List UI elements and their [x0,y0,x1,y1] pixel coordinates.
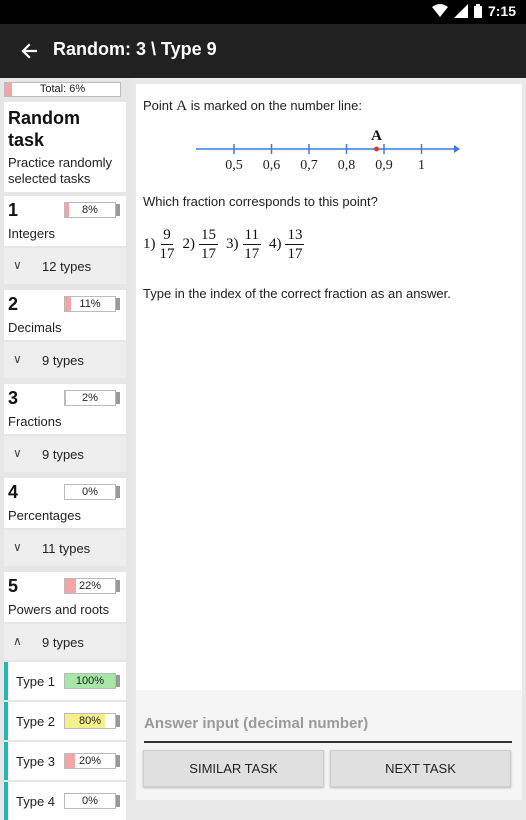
instruction-text: Type in the index of the correct fraction as an answer. [143,286,451,301]
fraction-denominator: 17 [201,246,216,262]
option-fraction [243,226,261,263]
fraction-denominator: 17 [244,246,260,262]
topic-progress-fill [65,579,76,593]
fraction-numerator: 11 [244,227,259,243]
topic-number: 3 [8,388,19,408]
next-task-button[interactable]: NEXT TASK [330,750,511,787]
wifi-icon [432,4,448,18]
topic-types-label: 11 types [42,541,91,556]
answer-option [226,226,261,263]
sub-type-item[interactable] [4,782,126,820]
answer-input[interactable] [144,705,512,743]
app-bar [0,24,526,78]
topic-card-percentages[interactable] [4,478,126,528]
chevron-down-icon: ∨ [13,540,22,554]
fraction-numerator: 9 [163,227,171,243]
topic-number: 2 [8,294,19,314]
topic-progress-text: 11% [79,298,101,310]
progress-end-cap [116,755,120,767]
topic-progress-text: 0% [82,486,98,498]
option-index: 1) [143,236,156,252]
topic-label: Integers [8,226,55,241]
signal-icon [454,4,468,18]
random-task-title-line2: task [8,130,45,150]
number-line-tick-label: 1 [418,158,425,173]
topic-label: Fractions [8,414,62,429]
number-line-point [374,147,379,152]
topic-types-toggle[interactable] [4,624,126,660]
topic-types-toggle[interactable] [4,248,126,284]
task-panel [136,84,522,690]
progress-end-cap [116,392,120,404]
number-line [192,124,462,178]
topic-progress-text: 2% [82,392,98,404]
number-line-point-label: A [371,128,382,144]
topic-number: 5 [8,576,19,596]
random-task-title-line1: Random [8,108,80,128]
option-fraction [160,226,175,263]
number-line-tick-label: 0,7 [300,158,318,173]
sub-type-progress-text: 100% [75,675,105,687]
status-bar [0,0,526,24]
topic-progress-fill [65,391,66,405]
progress-end-cap [116,715,120,727]
topic-progress [64,202,116,218]
topic-card-fractions[interactable] [4,384,126,434]
sub-type-progress [64,753,116,769]
topic-types-label: 9 types [42,353,84,368]
sub-type-progress [64,673,116,689]
progress-end-cap [116,675,120,687]
fraction-denominator: 17 [287,246,303,262]
task-intro-post: is marked on the number line: [187,98,362,113]
topic-types-toggle[interactable] [4,530,126,566]
fraction-numerator: 13 [287,227,303,243]
fraction-numerator: 15 [201,227,216,243]
topic-label: Powers and roots [8,602,110,617]
progress-end-cap [116,795,120,807]
number-line-tick-label: 0,8 [337,158,356,173]
sub-type-progress-fill [65,754,75,768]
topic-card-decimals[interactable] [4,290,126,340]
sub-type-progress [64,793,116,809]
sub-type-progress-text: 80% [78,715,102,727]
sub-type-progress-text: 0% [82,795,98,807]
task-intro-pre: Point [143,98,177,113]
sub-type-label: Type 3 [16,754,56,769]
answer-area [136,690,522,800]
answer-option [143,226,175,263]
page-title: Random: 3 \ Type 9 [53,39,217,59]
back-button[interactable] [16,37,44,65]
option-index: 4) [268,236,282,252]
chevron-down-icon: ∨ [13,258,22,272]
topic-progress [64,390,116,406]
topic-progress [64,296,116,312]
chevron-down-icon: ∨ [13,446,22,460]
topic-card-powers-and-roots[interactable] [4,572,126,622]
topic-label: Decimals [8,320,62,335]
topic-progress-text: 22% [78,580,102,592]
random-task-subtitle [8,155,112,187]
chevron-down-icon: ∨ [13,352,22,366]
topic-types-label: 12 types [42,259,92,274]
topic-number: 1 [8,200,19,220]
battery-icon [474,4,482,18]
random-task-card[interactable] [4,102,126,192]
sub-type-label: Type 4 [16,794,56,809]
status-icons [432,3,516,19]
progress-end-cap [116,580,120,592]
sub-type-item[interactable] [4,742,126,780]
total-progress [4,82,121,97]
topic-types-toggle[interactable] [4,436,126,472]
task-intro-point: A [176,98,188,114]
question-text: Which fraction corresponds to this point? [143,194,378,209]
number-line-tick-label: 0,6 [262,158,281,173]
sub-type-item[interactable] [4,662,126,700]
topic-progress [64,484,116,500]
option-index: 3) [226,236,239,252]
sub-type-progress [64,713,116,729]
topic-progress-text: 8% [82,204,98,216]
random-task-subtitle-line2: selected tasks [8,171,91,186]
sub-type-label: Type 2 [16,714,56,729]
option-fraction [285,226,304,263]
number-line-tick-label: 0,5 [225,158,243,173]
topic-label: Percentages [8,508,81,523]
status-time: 7:15 [487,3,516,19]
progress-end-cap [116,204,120,216]
topic-number: 4 [8,482,19,502]
topic-progress [64,578,116,594]
progress-end-cap [116,298,120,310]
progress-end-cap [116,486,120,498]
total-progress-fill [5,83,12,96]
sub-type-label: Type 1 [16,674,56,689]
topic-types-label: 9 types [42,447,84,462]
similar-task-button[interactable]: SIMILAR TASK [143,750,324,787]
number-line-tick-label: 0,9 [375,158,393,173]
fraction-denominator: 17 [159,246,175,262]
random-task-title [8,107,80,151]
arrow-left-icon [16,37,44,65]
answer-options [143,226,304,263]
sub-type-progress-text: 20% [78,755,102,767]
topic-card-integers[interactable] [4,196,126,246]
total-progress-text: Total: 6% [39,83,86,95]
topic-types-label: 9 types [42,635,84,650]
random-task-subtitle-line1: Practice randomly [8,155,113,170]
topic-progress-fill [65,297,71,311]
option-index: 2) [182,236,195,252]
answer-option [269,226,305,263]
number-line-arrow [454,145,460,153]
sidebar [0,78,130,809]
chevron-up-icon: ∧ [13,634,22,648]
topic-types-toggle[interactable] [4,342,126,378]
sub-type-item[interactable] [4,702,126,740]
option-fraction [199,226,218,263]
task-intro [143,98,362,115]
answer-option [183,226,219,263]
topic-progress-fill [65,203,69,217]
